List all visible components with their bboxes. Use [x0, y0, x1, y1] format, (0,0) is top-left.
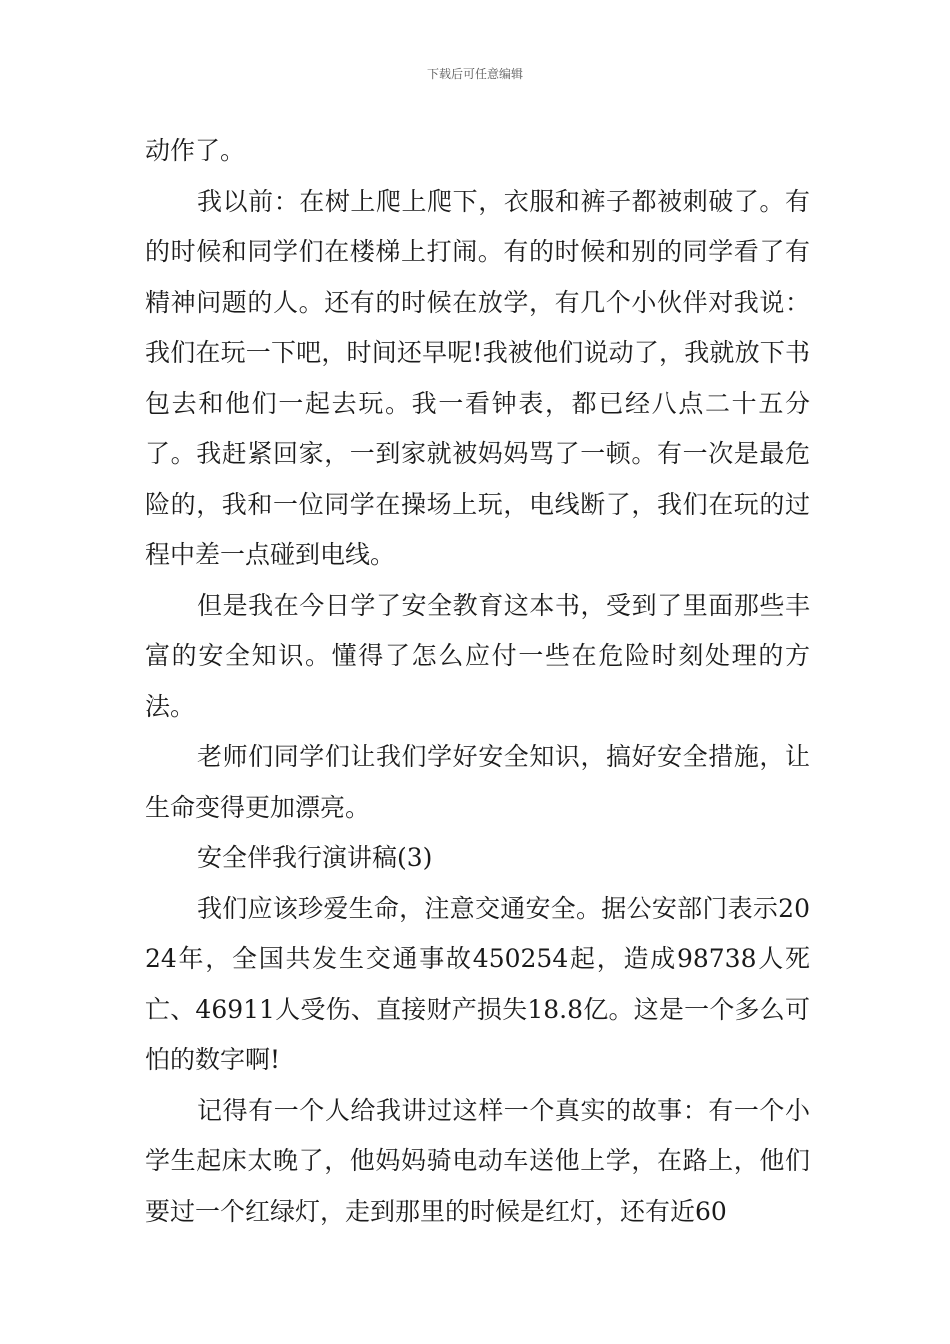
section-heading: 安全伴我行演讲稿(3) — [197, 843, 433, 872]
header-note: 下载后可任意编辑 — [426, 67, 523, 81]
paragraph: 记得有一个人给我讲过这样一个真实的故事：有一个小学生起床太晚了，他妈妈骑电动车送他上学，在路上，他们要过一个红绿灯，走到那里的时候是红灯，还有近60 — [145, 1095, 810, 1226]
paragraph: 老师们同学们让我们学好安全知识，搞好安全措施，让生命变得更加漂亮。 — [145, 742, 810, 822]
paragraph: 动作了。 — [145, 136, 246, 165]
paragraph: 但是我在今日学了安全教育这本书，受到了里面那些丰富的安全知识。懂得了怎么应付一些在危险时刻处理的方法。 — [145, 590, 810, 721]
paragraph: 我们应该珍爱生命，注意交通安全。据公安部门表示2024年，全国共发生交通事故450254起，造成98738人死亡、46911人受伤、直接财产损失18.8亿。这是一个多么可怕的数字啊! — [145, 893, 810, 1074]
document-body — [145, 126, 810, 1237]
paragraph: 我以前：在树上爬上爬下，衣服和裤子都被刺破了。有的时候和同学们在楼梯上打闹。有的时候和别的同学看了有精神问题的人。还有的时候在放学，有几个小伙伴对我说：我们在玩一下吧，时间还早呢!我被他们说动了，我就放下书包去和他们一起去玩。我一看钟表，都已经八点二十五分了。我赶紧回家，一到家就被妈妈骂了一顿。有一次是最危险的，我和一位同学在操场上玩，电线断了，我们在玩的过程中差一点碰到电线。 — [145, 186, 810, 569]
